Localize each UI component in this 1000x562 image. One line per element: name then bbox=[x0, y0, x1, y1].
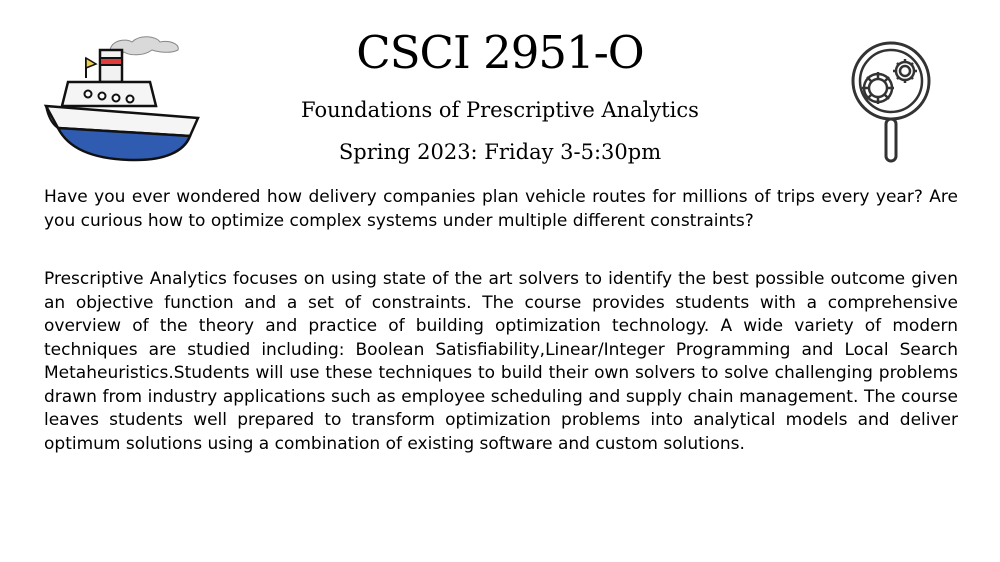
course-code-title: CSCI 2951-O bbox=[356, 26, 644, 79]
course-schedule: Spring 2023: Friday 3-5:30pm bbox=[338, 140, 662, 164]
description-paragraph: Prescriptive Analytics focuses on using state of the art solvers to identify the best possible outcome given an objective function and a set of constraints. The course provides students with a comprehensive overview of the theory and practice of building optimization technology. A wide variety of modern techniques are studied including: Boolean Satisfiability,Linear/Integer Programming and Local Search Metaheuristics.Students will use these techniques to build their own solvers to solve challenging problems drawn from industry applications such as employee scheduling and supply chain management. The course leaves students well prepared to transform optimization problems into analytical models and deliver optimum solutions using a combination of existing software and custom solutions. bbox=[44, 269, 958, 454]
course-title: Foundations of Prescriptive Analytics bbox=[301, 98, 699, 122]
intro-paragraph: Have you ever wondered how delivery companies plan vehicle routes for millions of trips every year? Are you curious how to optimize complex systems under multiple different constraints? bbox=[44, 187, 958, 231]
